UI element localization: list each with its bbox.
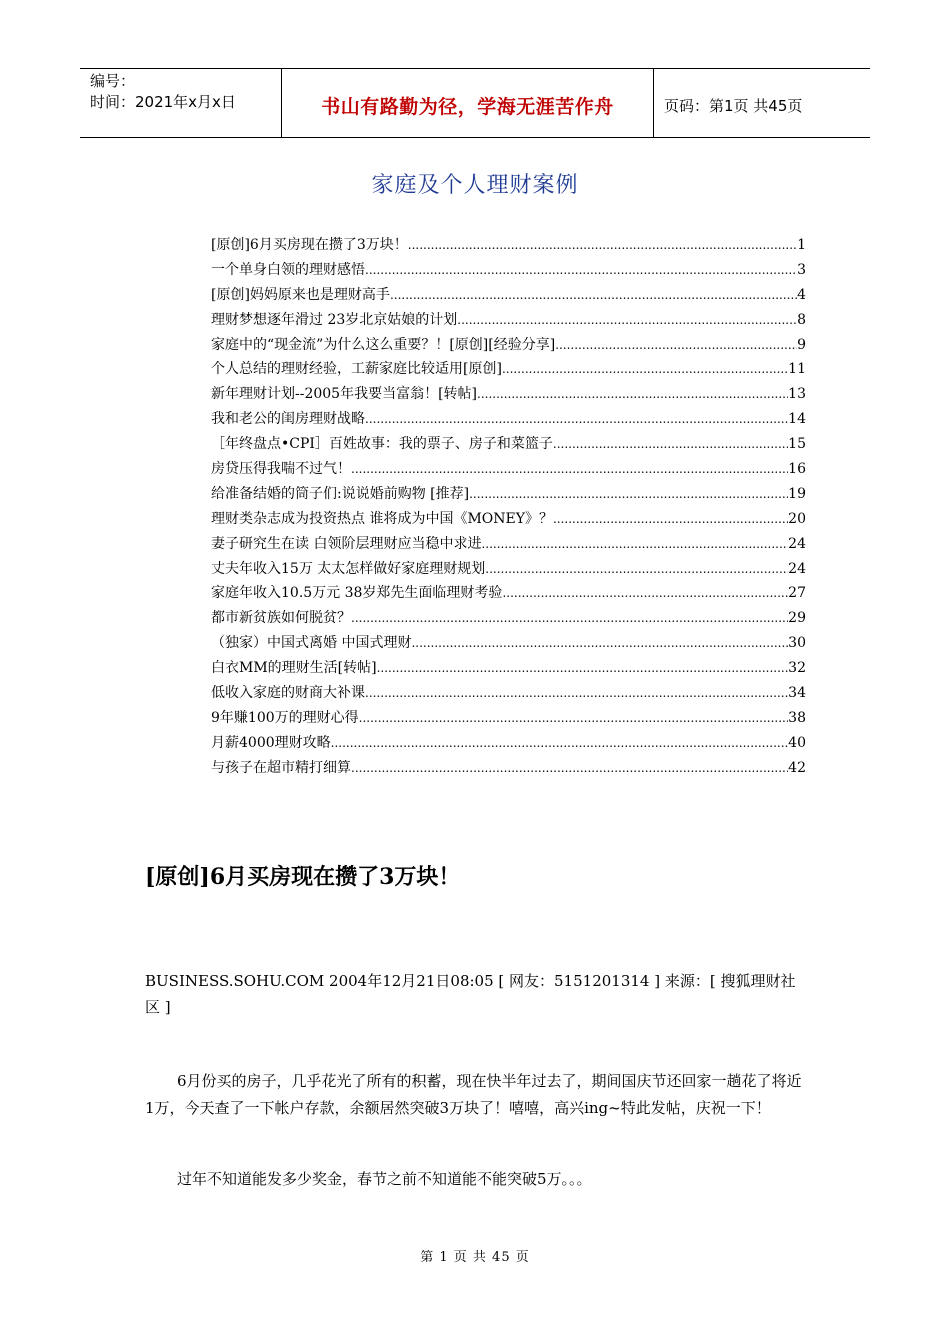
toc-entry[interactable] <box>211 632 806 657</box>
toc-dot-leader <box>365 686 788 700</box>
toc-entry[interactable] <box>211 582 806 607</box>
toc-entry-page: 20 <box>788 510 806 527</box>
table-of-contents <box>211 234 806 782</box>
toc-entry[interactable] <box>211 259 806 284</box>
toc-entry-title: 月薪4000理财攻略 <box>211 734 331 751</box>
toc-dot-leader <box>351 761 788 775</box>
toc-entry-page: 13 <box>788 386 806 403</box>
toc-entry-title: 一个单身白领的理财感悟 <box>211 261 365 278</box>
toc-dot-leader <box>555 338 797 352</box>
toc-entry-page: 3 <box>797 261 806 278</box>
toc-entry-title: 9年赚100万的理财心得 <box>211 709 359 726</box>
toc-entry[interactable] <box>211 334 806 359</box>
toc-entry[interactable] <box>211 433 806 458</box>
toc-entry-page: 9 <box>797 336 806 353</box>
toc-entry[interactable] <box>211 707 806 732</box>
toc-entry[interactable] <box>211 383 806 408</box>
toc-entry-title: 新年理财计划--2005年我要当富翁！[转帖] <box>211 386 478 403</box>
header-page-info: 页码：第1页 共45页 <box>664 96 803 115</box>
toc-entry-page: 40 <box>788 734 806 751</box>
toc-entry-title: 低收入家庭的财商大补课 <box>211 685 365 702</box>
page-footer: 第 1 页 共 45 页 <box>420 1250 530 1265</box>
toc-dot-leader <box>408 238 797 252</box>
article-meta: BUSINESS.SOHU.COM 2004年12月21日08:05 [ 网友：5151201314 ] 来源：[ 搜狐理财社区 ] <box>145 972 796 1016</box>
toc-entry-page: 30 <box>788 635 806 652</box>
toc-dot-leader <box>377 661 789 675</box>
toc-entry[interactable] <box>211 458 806 483</box>
toc-dot-leader <box>457 313 797 327</box>
toc-entry-page: 4 <box>797 286 806 303</box>
toc-entry-page: 34 <box>788 685 806 702</box>
toc-entry[interactable] <box>211 483 806 508</box>
toc-dot-leader <box>502 586 788 600</box>
toc-entry-title: 家庭年收入10.5万元 38岁郑先生面临理财考验 <box>211 585 503 602</box>
toc-entry[interactable] <box>211 607 806 632</box>
toc-entry[interactable] <box>211 284 806 309</box>
toc-entry-title: ［年终盘点•CPI］百姓故事：我的票子、房子和菜篮子 <box>211 436 553 453</box>
toc-entry-title: [原创]6月买房现在攒了3万块！ <box>211 237 408 253</box>
toc-dot-leader <box>553 512 788 526</box>
toc-dot-leader <box>469 487 788 501</box>
toc-entry-title: 家庭中的“现金流”为什么这么重要？！[原创][经验分享] <box>211 336 556 353</box>
header-motto: 书山有路勤为径，学海无涯苦作舟 <box>281 69 654 137</box>
toc-entry[interactable] <box>211 358 806 383</box>
toc-dot-leader <box>411 636 788 650</box>
document-date: 时间：2021年x月x日 <box>90 93 236 111</box>
toc-dot-leader <box>331 736 789 750</box>
toc-entry[interactable] <box>211 558 806 583</box>
toc-entry[interactable] <box>211 408 806 433</box>
toc-entry-title: 个人总结的理财经验，工薪家庭比较适用[原创] <box>211 361 502 378</box>
article-paragraph: 6月份买的房子，几乎花光了所有的积蓄，现在快半年过去了，期间国庆节还回家一趟花了将近1万，今天查了一下帐户存款，余额居然突破3万块了！嘻嘻，高兴ing~特此发帖，庆祝一下！ <box>145 1072 802 1117</box>
toc-entry-title: 给准备结婚的筒子们:说说婚前购物 [推荐] <box>211 485 470 502</box>
toc-entry[interactable] <box>211 234 806 259</box>
toc-entry-page: 8 <box>797 311 806 328</box>
toc-entry[interactable] <box>211 508 806 533</box>
toc-entry[interactable] <box>211 732 806 757</box>
toc-dot-leader <box>351 611 788 625</box>
toc-dot-leader <box>553 437 788 451</box>
article-paragraph: 过年不知道能发多少奖金，春节之前不知道能不能突破5万。。。 <box>177 1170 592 1188</box>
toc-entry-title: 丈夫年收入15万 太太怎样做好家庭理财规划 <box>211 560 486 577</box>
toc-entry[interactable] <box>211 757 806 782</box>
toc-entry-page: 11 <box>788 361 806 378</box>
toc-dot-leader <box>481 537 788 551</box>
toc-entry-page: 29 <box>788 610 806 627</box>
toc-dot-leader <box>502 362 788 376</box>
document-title: 家庭及个人理财案例 <box>371 173 579 198</box>
toc-entry-page: 27 <box>788 585 806 602</box>
toc-entry-page: 14 <box>788 411 806 428</box>
toc-entry-page: 1 <box>797 237 806 253</box>
toc-dot-leader <box>365 412 788 426</box>
toc-entry-page: 15 <box>788 436 806 453</box>
toc-entry-title: 我和老公的闺房理财战略 <box>211 411 365 428</box>
toc-entry-title: 白衣MM的理财生活[转帖] <box>211 660 377 677</box>
toc-entry-page: 42 <box>788 759 806 776</box>
document-number-label: 编号： <box>90 72 136 90</box>
toc-entry-title: 房贷压得我喘不过气！ <box>211 461 351 478</box>
toc-entry-title: （独家）中国式离婚 中国式理财 <box>211 635 412 652</box>
toc-dot-leader <box>390 288 797 302</box>
toc-entry-page: 32 <box>788 660 806 677</box>
toc-entry-page: 16 <box>788 461 806 478</box>
header-info <box>80 69 281 137</box>
toc-entry-title: 理财类杂志成为投资热点 谁将成为中国《MONEY》？ <box>211 510 553 527</box>
toc-entry-page: 38 <box>788 709 806 726</box>
toc-entry-page: 24 <box>788 535 806 552</box>
toc-dot-leader <box>351 462 788 476</box>
page-header <box>80 68 870 138</box>
toc-entry[interactable] <box>211 533 806 558</box>
toc-entry-page: 24 <box>788 560 806 577</box>
toc-entry-page: 19 <box>788 485 806 502</box>
toc-dot-leader <box>477 387 788 401</box>
article-title: [原创]6月买房现在攒了3万块！ <box>145 864 461 890</box>
toc-entry-title: [原创]妈妈原来也是理财高手 <box>211 286 390 303</box>
toc-entry[interactable] <box>211 657 806 682</box>
toc-entry[interactable] <box>211 682 806 707</box>
toc-dot-leader <box>359 711 789 725</box>
toc-entry-title: 与孩子在超市精打细算 <box>211 759 351 776</box>
toc-entry-title: 妻子研究生在读 白领阶层理财应当稳中求进 <box>211 535 482 552</box>
toc-entry[interactable] <box>211 309 806 334</box>
toc-entry-title: 都市新贫族如何脱贫？ <box>211 610 351 627</box>
toc-entry-title: 理财梦想逐年滑过 23岁北京姑娘的计划 <box>211 311 458 328</box>
toc-dot-leader <box>365 263 797 277</box>
toc-dot-leader <box>485 562 788 576</box>
